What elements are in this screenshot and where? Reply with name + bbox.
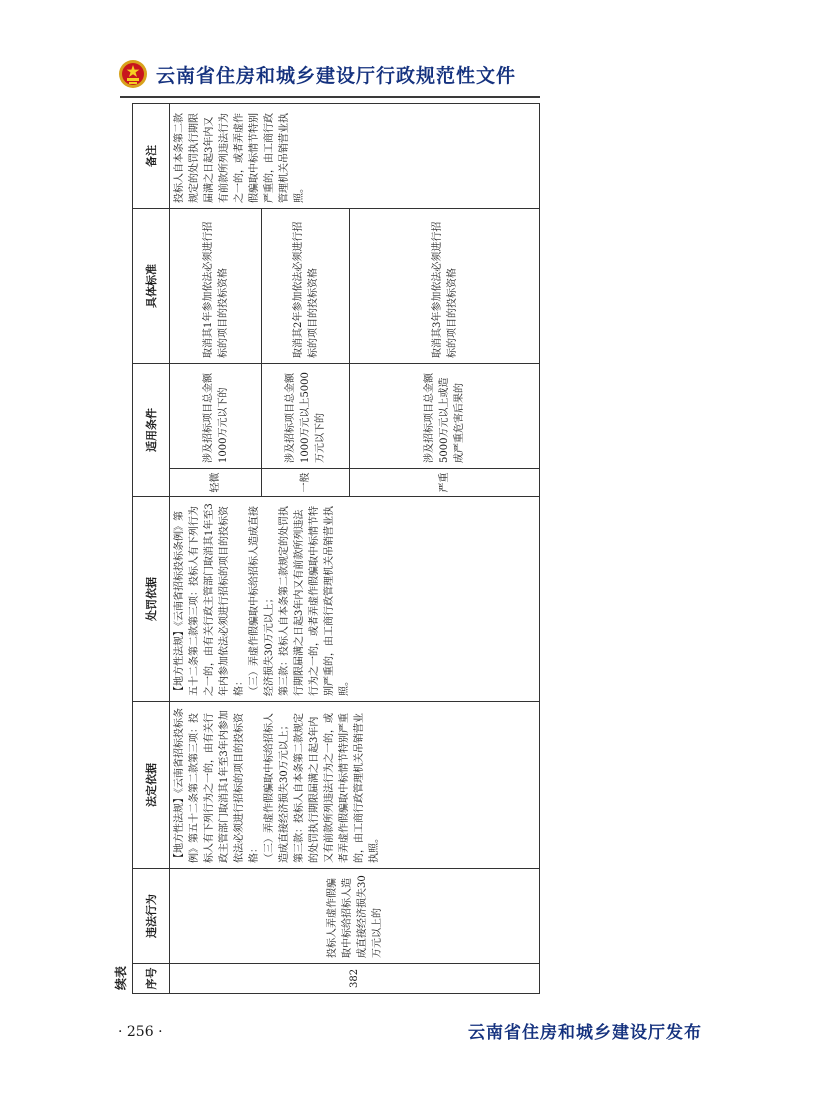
document-series-title: 云南省住房和城乡建设厅行政规范性文件 [156, 64, 517, 87]
legal-basis-para: （三）弄虚作假骗取中标给招标人造成直接经济损失30万元以上； [264, 713, 290, 863]
header-remarks: 备注 [133, 104, 170, 209]
national-emblem-icon [118, 59, 148, 89]
penalty-basis-para: 第三款：投标人自本条第二款规定的处罚执行期限届满之日起3年内又有前款所列违法行为之一的，或者弄虚作假骗取中标情节特别严重的，由工商行政管理机关吊销营业执照。 [279, 506, 350, 696]
table-header-row [133, 104, 170, 994]
cell-condition-serious: 涉及招标项目总金额5000万元以上或造成严重危害后果的 [350, 364, 540, 469]
cell-level-minor: 轻微 [170, 469, 262, 497]
cell-condition-general: 涉及招标项目总金额1000万元以上5000万元以下的 [262, 364, 350, 469]
legal-basis-para: 【地方性法规】《云南省招标投标条例》第五十二条第二款第三项：投标人有下列行为之一的，由有关行政主管部门取消其1年至3年内参加依法必须进行招标的项目的投标资格： [174, 708, 260, 863]
table-row [170, 104, 262, 994]
cell-remarks: 投标人自本条第二款规定的处罚执行期限届满之日起3年内又有前款所列违法行为之一的，或者弄虚作假骗取中标情节特别严重的，由工商行政管理机关吊销营业执照。 [170, 104, 540, 209]
cell-penalty-basis [170, 497, 540, 702]
penalty-basis-para: （三）弄虚作假骗取中标给招标人造成直接经济损失30万元以上； [249, 506, 275, 696]
cell-level-serious: 严重 [350, 469, 540, 497]
penalty-basis-para: 【地方性法规】《云南省招标投标条例》第五十二条第二款第三项：投标人有下列行为之一的，由有关行政主管部门取消其1年至3年内参加依法必须进行招标的项目的投标资格： [174, 503, 245, 696]
header-seq: 序号 [133, 964, 170, 994]
header-penalty-basis: 处罚依据 [133, 497, 170, 702]
rotated-table-content [110, 104, 540, 994]
cell-legal-basis [170, 702, 540, 869]
rotated-table-area [110, 104, 540, 994]
header-violation: 违法行为 [133, 869, 170, 964]
cell-level-general: 一般 [262, 469, 350, 497]
header-legal-basis: 法定依据 [133, 702, 170, 869]
cell-standard-minor: 取消其1年参加依法必须进行招标的项目的投标资格 [170, 209, 262, 364]
header-conditions: 适用条件 [133, 364, 170, 497]
cell-standard-general: 取消其2年参加依法必须进行招标的项目的投标资格 [262, 209, 350, 364]
continued-label: 续表 [114, 965, 128, 990]
penalty-standard-table [132, 103, 540, 994]
page-number: · 256 · [118, 1024, 163, 1040]
cell-violation: 投标人弄虚作假骗取中标给招标人造成直接经济损失30万元以上的 [170, 869, 540, 964]
cell-condition-minor: 涉及招标项目总金额1000万元以下的 [170, 364, 262, 469]
header-rule [120, 96, 540, 98]
cell-standard-serious: 取消其3年参加依法必须进行招标的项目的投标资格 [350, 209, 540, 364]
cell-seq: 382 [170, 964, 540, 994]
publisher-footer: 云南省住房和城乡建设厅发布 [468, 1023, 702, 1043]
legal-basis-para: 第三款：投标人自本条第二款规定的处罚执行期限届满之日起3年内又有前款所列违法行为之一的，或者弄虚作假骗取中标情节特别严重的，由工商行政管理机关吊销营业执照。 [294, 713, 380, 863]
header-standards: 具体标准 [133, 209, 170, 364]
document-header [118, 56, 718, 92]
